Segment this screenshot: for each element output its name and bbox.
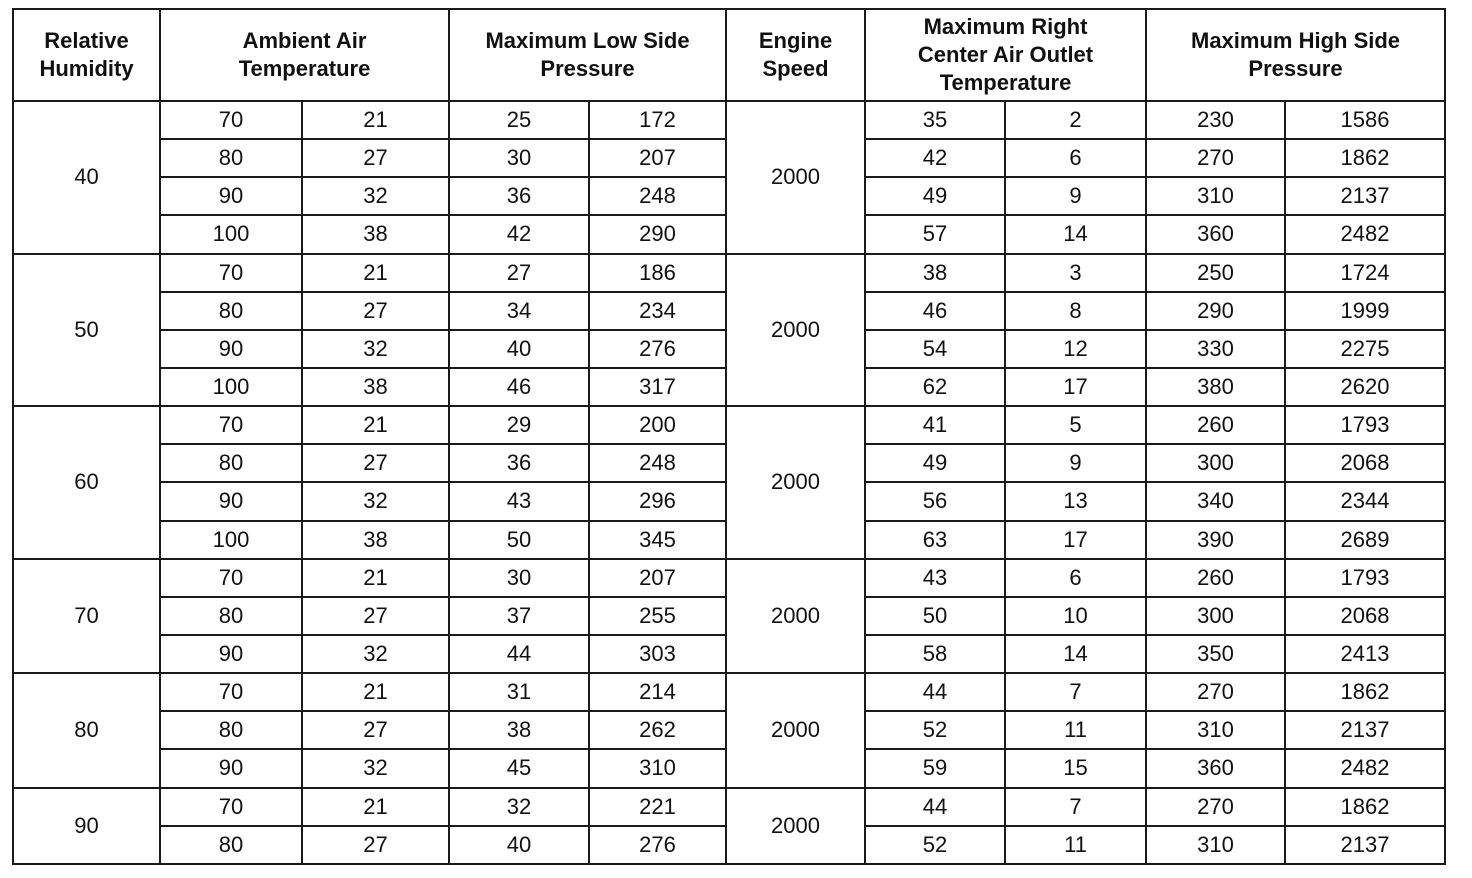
high-side-psi-cell: 270: [1146, 673, 1285, 711]
low-side-kpa-cell: 207: [589, 139, 726, 177]
outlet-temp-c-cell: 2: [1005, 101, 1146, 139]
outlet-temp-c-cell: 3: [1005, 254, 1146, 292]
outlet-temp-c-cell: 7: [1005, 673, 1146, 711]
ambient-f-cell: 100: [160, 368, 302, 406]
low-side-psi-cell: 42: [449, 215, 589, 253]
ambient-f-cell: 90: [160, 635, 302, 673]
high-side-psi-cell: 270: [1146, 788, 1285, 826]
outlet-temp-f-cell: 52: [865, 826, 1005, 864]
ambient-f-cell: 90: [160, 330, 302, 368]
outlet-temp-f-cell: 54: [865, 330, 1005, 368]
low-side-kpa-cell: 234: [589, 292, 726, 330]
ambient-c-cell: 38: [302, 368, 449, 406]
humidity-cell: 90: [13, 788, 160, 864]
low-side-psi-cell: 40: [449, 826, 589, 864]
ambient-f-cell: 70: [160, 559, 302, 597]
high-side-psi-cell: 250: [1146, 254, 1285, 292]
outlet-temp-c-cell: 6: [1005, 139, 1146, 177]
outlet-temp-c-cell: 8: [1005, 292, 1146, 330]
table-row: [13, 559, 1472, 597]
high-side-psi-cell: 340: [1146, 482, 1285, 520]
table-body: [13, 101, 1472, 864]
outlet-temp-c-cell: 11: [1005, 711, 1146, 749]
low-side-kpa-cell: 221: [589, 788, 726, 826]
low-side-psi-cell: 43: [449, 482, 589, 520]
high-side-kpa-cell: 2620: [1285, 368, 1445, 406]
outlet-temp-f-cell: 52: [865, 711, 1005, 749]
outlet-temp-c-cell: 5: [1005, 406, 1146, 444]
outlet-temp-f-cell: 35: [865, 101, 1005, 139]
low-side-kpa-cell: 310: [589, 749, 726, 787]
ambient-c-cell: 32: [302, 330, 449, 368]
ambient-f-cell: 80: [160, 711, 302, 749]
outlet-temp-c-cell: 11: [1005, 826, 1146, 864]
low-side-kpa-cell: 262: [589, 711, 726, 749]
low-side-kpa-cell: 276: [589, 826, 726, 864]
ambient-f-cell: 90: [160, 749, 302, 787]
high-side-psi-cell: 290: [1146, 292, 1285, 330]
high-side-psi-cell: 300: [1146, 597, 1285, 635]
high-side-psi-cell: 360: [1146, 215, 1285, 253]
high-side-kpa-cell: 2137: [1285, 177, 1445, 215]
outlet-temp-c-cell: 9: [1005, 444, 1146, 482]
humidity-cell: 70: [13, 559, 160, 673]
engine-speed-cell: 2000: [726, 673, 865, 787]
ambient-c-cell: 27: [302, 826, 449, 864]
high-side-kpa-cell: 1862: [1285, 139, 1445, 177]
outlet-temp-c-cell: 7: [1005, 788, 1146, 826]
high-side-psi-cell: 260: [1146, 559, 1285, 597]
outlet-temp-f-cell: 46: [865, 292, 1005, 330]
table-row: [13, 254, 1472, 292]
table-row: [13, 788, 1472, 826]
humidity-cell: 50: [13, 254, 160, 407]
high-side-kpa-cell: 2137: [1285, 711, 1445, 749]
low-side-psi-cell: 50: [449, 521, 589, 559]
outlet-temp-c-cell: 6: [1005, 559, 1146, 597]
ambient-f-cell: 80: [160, 444, 302, 482]
ambient-c-cell: 21: [302, 101, 449, 139]
ambient-c-cell: 32: [302, 177, 449, 215]
low-side-psi-cell: 36: [449, 177, 589, 215]
high-side-kpa-cell: 2137: [1285, 826, 1445, 864]
high-side-kpa-cell: 1999: [1285, 292, 1445, 330]
low-side-psi-cell: 34: [449, 292, 589, 330]
high-side-psi-cell: 380: [1146, 368, 1285, 406]
high-side-psi-cell: 300: [1146, 444, 1285, 482]
high-side-kpa-cell: 1793: [1285, 559, 1445, 597]
ambient-c-cell: 27: [302, 597, 449, 635]
high-side-psi-cell: 270: [1146, 139, 1285, 177]
low-side-kpa-cell: 200: [589, 406, 726, 444]
high-side-kpa-cell: 2068: [1285, 597, 1445, 635]
outlet-temp-f-cell: 41: [865, 406, 1005, 444]
ambient-c-cell: 32: [302, 635, 449, 673]
ambient-f-cell: 80: [160, 597, 302, 635]
high-side-kpa-cell: 1862: [1285, 788, 1445, 826]
ambient-c-cell: 21: [302, 559, 449, 597]
engine-speed-cell: 2000: [726, 254, 865, 407]
high-side-psi-cell: 390: [1146, 521, 1285, 559]
ambient-f-cell: 70: [160, 254, 302, 292]
outlet-temp-c-cell: 13: [1005, 482, 1146, 520]
high-side-kpa-cell: 1862: [1285, 673, 1445, 711]
low-side-psi-cell: 44: [449, 635, 589, 673]
engine-speed-cell: 2000: [726, 406, 865, 559]
ac-performance-table: [12, 8, 1472, 865]
high-side-kpa-cell: 2482: [1285, 749, 1445, 787]
low-side-kpa-cell: 345: [589, 521, 726, 559]
ambient-c-cell: 21: [302, 788, 449, 826]
low-side-kpa-cell: 207: [589, 559, 726, 597]
ambient-c-cell: 27: [302, 711, 449, 749]
low-side-kpa-cell: 248: [589, 444, 726, 482]
ambient-f-cell: 100: [160, 215, 302, 253]
engine-speed-cell: 2000: [726, 559, 865, 673]
outlet-temp-f-cell: 56: [865, 482, 1005, 520]
ambient-c-cell: 21: [302, 254, 449, 292]
outlet-temp-f-cell: 50: [865, 597, 1005, 635]
outlet-temp-c-cell: 14: [1005, 215, 1146, 253]
humidity-cell: 60: [13, 406, 160, 559]
header-max-outlet-temperature: Maximum Right Center Air Outlet Temperature: [865, 9, 1146, 101]
high-side-psi-cell: 230: [1146, 101, 1285, 139]
header-ambient-air-temperature: Ambient Air Temperature: [160, 9, 449, 101]
outlet-temp-f-cell: 43: [865, 559, 1005, 597]
outlet-temp-c-cell: 9: [1005, 177, 1146, 215]
ambient-f-cell: 80: [160, 292, 302, 330]
outlet-temp-c-cell: 14: [1005, 635, 1146, 673]
outlet-temp-c-cell: 15: [1005, 749, 1146, 787]
ambient-c-cell: 27: [302, 292, 449, 330]
high-side-kpa-cell: 2275: [1285, 330, 1445, 368]
outlet-temp-c-cell: 12: [1005, 330, 1146, 368]
low-side-kpa-cell: 296: [589, 482, 726, 520]
ambient-f-cell: 70: [160, 788, 302, 826]
ambient-f-cell: 70: [160, 673, 302, 711]
header-engine-speed: Engine Speed: [726, 9, 865, 101]
high-side-kpa-cell: 2068: [1285, 444, 1445, 482]
engine-speed-cell: 2000: [726, 101, 865, 254]
outlet-temp-f-cell: 38: [865, 254, 1005, 292]
low-side-kpa-cell: 303: [589, 635, 726, 673]
table-row: [13, 673, 1472, 711]
ambient-f-cell: 70: [160, 101, 302, 139]
header-relative-humidity: Relative Humidity: [13, 9, 160, 101]
low-side-kpa-cell: 290: [589, 215, 726, 253]
low-side-kpa-cell: 186: [589, 254, 726, 292]
low-side-psi-cell: 40: [449, 330, 589, 368]
outlet-temp-f-cell: 42: [865, 139, 1005, 177]
header-row: [13, 9, 1472, 101]
low-side-kpa-cell: 214: [589, 673, 726, 711]
ambient-c-cell: 27: [302, 139, 449, 177]
high-side-kpa-cell: 1586: [1285, 101, 1445, 139]
low-side-psi-cell: 30: [449, 139, 589, 177]
high-side-psi-cell: 310: [1146, 177, 1285, 215]
outlet-temp-f-cell: 49: [865, 177, 1005, 215]
low-side-kpa-cell: 317: [589, 368, 726, 406]
low-side-kpa-cell: 255: [589, 597, 726, 635]
high-side-psi-cell: 360: [1146, 749, 1285, 787]
high-side-psi-cell: 310: [1146, 711, 1285, 749]
high-side-psi-cell: 310: [1146, 826, 1285, 864]
table-row: [13, 406, 1472, 444]
outlet-temp-f-cell: 63: [865, 521, 1005, 559]
ambient-f-cell: 90: [160, 177, 302, 215]
low-side-psi-cell: 25: [449, 101, 589, 139]
low-side-kpa-cell: 172: [589, 101, 726, 139]
ambient-f-cell: 70: [160, 406, 302, 444]
ambient-f-cell: 80: [160, 139, 302, 177]
low-side-psi-cell: 27: [449, 254, 589, 292]
outlet-temp-f-cell: 62: [865, 368, 1005, 406]
high-side-kpa-cell: 2482: [1285, 215, 1445, 253]
engine-speed-cell: 2000: [726, 788, 865, 864]
table-row: [13, 101, 1472, 139]
ambient-c-cell: 21: [302, 673, 449, 711]
outlet-temp-f-cell: 49: [865, 444, 1005, 482]
high-side-kpa-cell: 1793: [1285, 406, 1445, 444]
outlet-temp-f-cell: 44: [865, 788, 1005, 826]
low-side-kpa-cell: 276: [589, 330, 726, 368]
humidity-cell: 40: [13, 101, 160, 254]
ambient-c-cell: 38: [302, 215, 449, 253]
high-side-kpa-cell: 2413: [1285, 635, 1445, 673]
ambient-f-cell: 90: [160, 482, 302, 520]
high-side-psi-cell: 330: [1146, 330, 1285, 368]
high-side-psi-cell: 350: [1146, 635, 1285, 673]
outlet-temp-f-cell: 59: [865, 749, 1005, 787]
high-side-kpa-cell: 1724: [1285, 254, 1445, 292]
header-max-low-side-pressure: Maximum Low Side Pressure: [449, 9, 726, 101]
low-side-psi-cell: 37: [449, 597, 589, 635]
outlet-temp-f-cell: 57: [865, 215, 1005, 253]
low-side-psi-cell: 32: [449, 788, 589, 826]
high-side-psi-cell: 260: [1146, 406, 1285, 444]
humidity-cell: 80: [13, 673, 160, 787]
ambient-c-cell: 38: [302, 521, 449, 559]
low-side-psi-cell: 36: [449, 444, 589, 482]
low-side-kpa-cell: 248: [589, 177, 726, 215]
outlet-temp-c-cell: 10: [1005, 597, 1146, 635]
ambient-c-cell: 32: [302, 482, 449, 520]
ambient-c-cell: 32: [302, 749, 449, 787]
ambient-c-cell: 21: [302, 406, 449, 444]
header-max-high-side-pressure: Maximum High Side Pressure: [1146, 9, 1445, 101]
ambient-f-cell: 80: [160, 826, 302, 864]
low-side-psi-cell: 45: [449, 749, 589, 787]
low-side-psi-cell: 38: [449, 711, 589, 749]
low-side-psi-cell: 30: [449, 559, 589, 597]
high-side-kpa-cell: 2344: [1285, 482, 1445, 520]
high-side-kpa-cell: 2689: [1285, 521, 1445, 559]
ambient-f-cell: 100: [160, 521, 302, 559]
outlet-temp-c-cell: 17: [1005, 521, 1146, 559]
low-side-psi-cell: 29: [449, 406, 589, 444]
low-side-psi-cell: 46: [449, 368, 589, 406]
outlet-temp-f-cell: 44: [865, 673, 1005, 711]
ambient-c-cell: 27: [302, 444, 449, 482]
outlet-temp-c-cell: 17: [1005, 368, 1146, 406]
low-side-psi-cell: 31: [449, 673, 589, 711]
outlet-temp-f-cell: 58: [865, 635, 1005, 673]
